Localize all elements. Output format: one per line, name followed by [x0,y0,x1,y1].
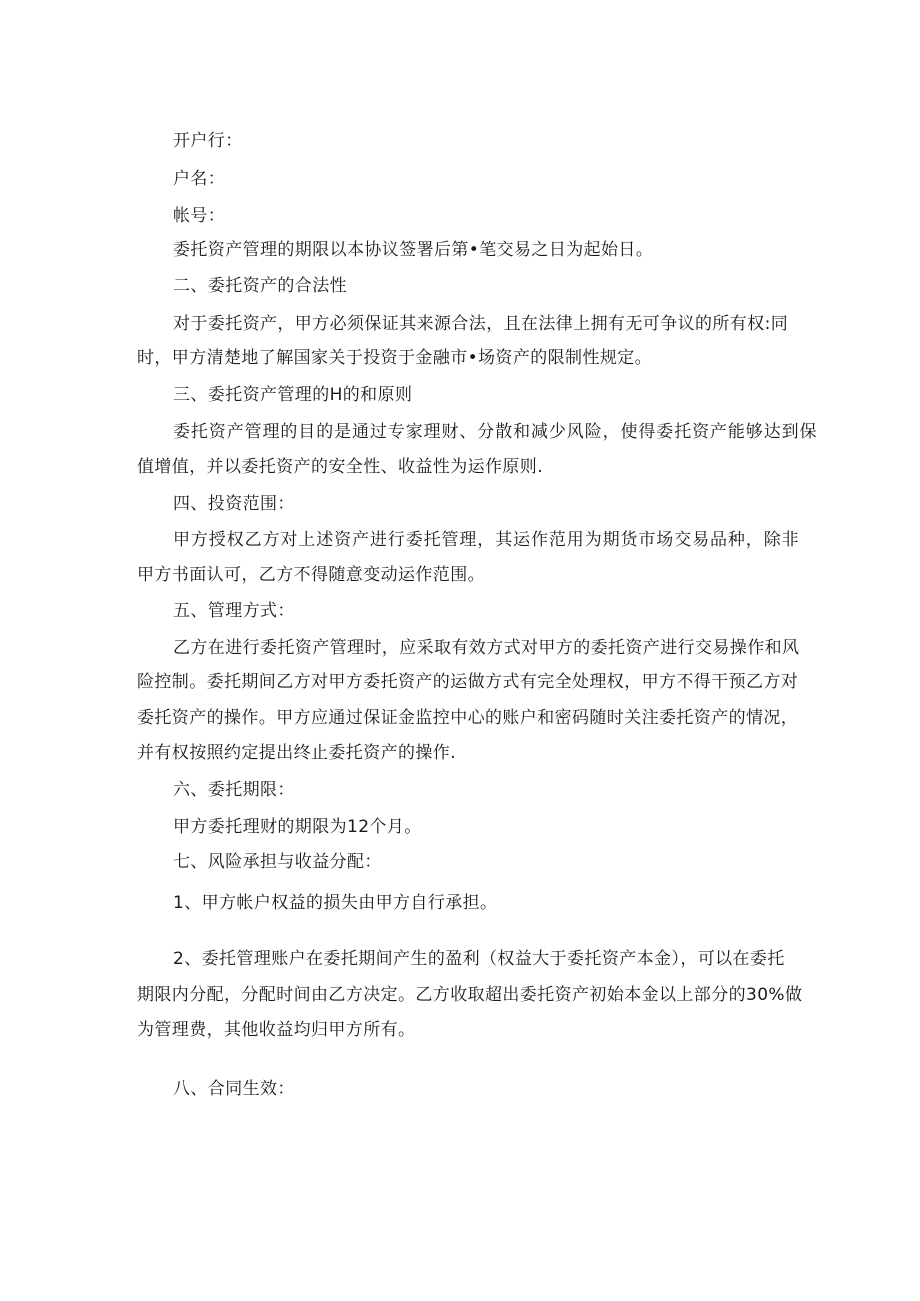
section-7-item-2-line-2: 期限内分配，分配时间由乙方决定。乙方收取超出委托资产初始本金以上部分的30%做 [137,985,803,1005]
section-5-line-3: 委托资产的操作。甲方应通过保证金监控中心的账户和密码随时关注委托资产的情况， [137,708,799,728]
section-5-line-4: 并有权按照约定提出终止委托资产的操作. [137,743,457,763]
section-5-line-1: 乙方在进行委托资产管理时，应采取有效方式对甲方的委托资产进行交易操作和风 [173,638,800,658]
section-7-item-2-line-1: 2、委托管理账户在委托期间产生的盈利（权益大于委托资产本金），可以在委托 [173,949,785,969]
section-4-line-1: 甲方授权乙方对上述资产进行委托管理，其运作范用为期货市场交易品种，除非 [173,530,800,550]
term-start-paragraph: 委托资产管理的期限以本协议签署后第•笔交易之日为起始日。 [173,240,654,260]
section-5-line-2: 险控制。委托期间乙方对甲方委托资产的运做方式有完全处理权，甲方不得干预乙方对 [137,672,799,692]
section-7-item-2-line-3: 为管理费，其他收益均归甲方所有。 [137,1020,416,1040]
section-8-heading: 八、合同生效： [173,1079,295,1099]
account-name-label: 户名： [173,169,226,189]
section-3-heading: 三、委托资产管理的H的和原则 [173,385,413,405]
section-2-heading: 二、委托资产的合法性 [173,276,347,296]
section-4-heading: 四、投资范围： [173,494,295,514]
section-7-heading: 七、风险承担与收益分配： [173,852,382,872]
account-number-label: 帐号： [173,206,226,226]
section-3-line-2: 值增值，并以委托资产的安全性、收益性为运作原则. [137,457,544,477]
section-2-line-2: 时，甲方清楚地了解国家关于投资于金融市•场资产的限制性规定。 [137,348,653,368]
section-5-heading: 五、管理方式： [173,601,295,621]
section-6-heading: 六、委托期限： [173,780,295,800]
section-3-line-1: 委托资产管理的目的是通过专家理财、分散和减少风险，使得委托资产能够达到保 [173,422,818,442]
section-2-line-1: 对于委托资产，甲方必须保证其来源合法，且在法律上拥有无可争议的所有权:同 [173,314,789,334]
section-4-line-2: 甲方书面认可，乙方不得随意变动运作范围。 [137,565,485,585]
bank-label: 开户行： [173,131,243,151]
section-6-line-1: 甲方委托理财的期限为12个月。 [173,817,422,837]
section-7-item-1: 1、甲方帐户权益的损失由甲方自行承担。 [173,893,498,913]
